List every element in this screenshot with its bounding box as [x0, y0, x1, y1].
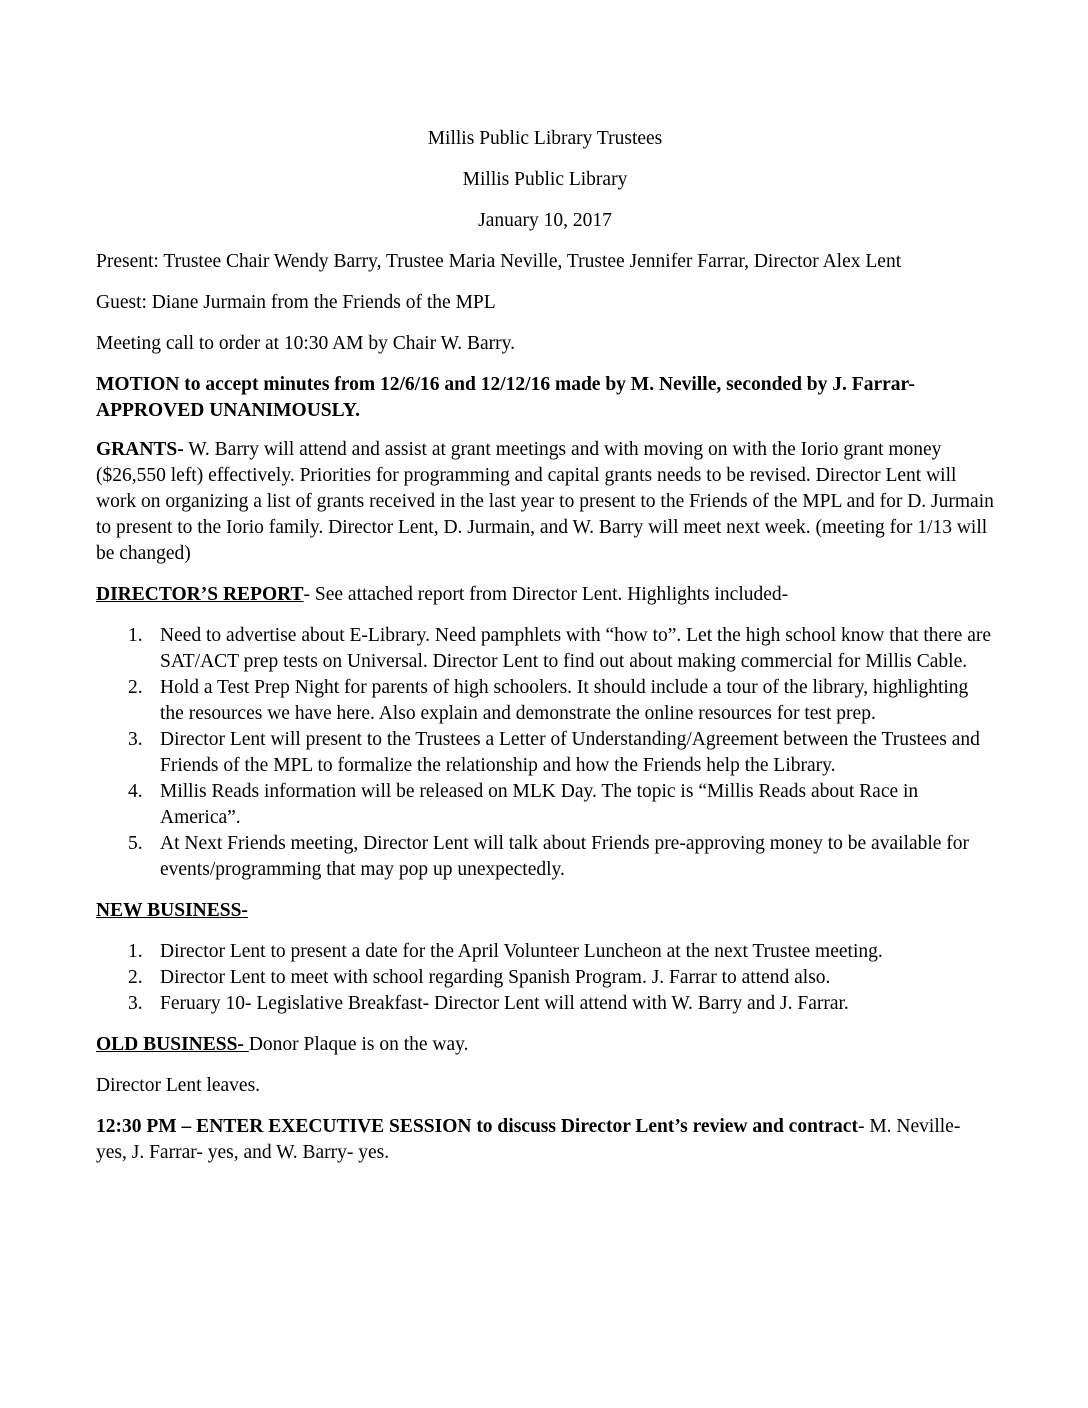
list-number: 1. — [128, 625, 143, 646]
list-item — [96, 939, 994, 965]
attendees-present: Present: Trustee Chair Wendy Barry, Trustee Maria Neville, Trustee Jennifer Farrar, Director Alex Lent — [96, 251, 902, 272]
motion-approval: MOTION to accept minutes from 12/6/16 and 12/12/16 made by M. Neville, seconded by J. Farrar- APPROVED UNANIMOUSLY. — [96, 374, 915, 421]
call-to-order: Meeting call to order at 10:30 AM by Chair W. Barry. — [96, 333, 515, 354]
new-business-list — [96, 939, 994, 1017]
grants-text: W. Barry will attend and assist at grant meetings and with moving on with the Iorio grant money ($26,550 left) effectively. Priorities for programming and capital grants needs to be revised. Director Lent will work on organizing a list of grants received in the last year to present to the Friends of the MPL and for D. Jurmain to present to the Iorio family. Director Lent, D. Jurmain, and W. Barry will meet next week. (meeting for 1/13 will be changed) — [96, 439, 994, 564]
list-number: 2. — [128, 967, 143, 988]
list-item — [96, 831, 994, 883]
directors-report-section — [96, 582, 994, 608]
minutes-document — [96, 126, 994, 1181]
executive-session-section — [96, 1114, 994, 1166]
old-business-heading: OLD BUSINESS- — [96, 1034, 249, 1055]
list-text: Hold a Test Prep Night for parents of high schoolers. It should include a tour of the library, highlighting the resources we have here. Also explain and demonstrate the online resources for test prep. — [160, 677, 969, 724]
list-number: 2. — [128, 677, 143, 698]
list-text: Director Lent to meet with school regarding Spanish Program. J. Farrar to attend also. — [160, 967, 831, 988]
guest-line: Guest: Diane Jurmain from the Friends of the MPL — [96, 292, 496, 313]
list-number: 4. — [128, 781, 143, 802]
list-text: Need to advertise about E-Library. Need pamphlets with “how to”. Let the high school know that there are SAT/ACT prep tests on Universal. Director Lent to find out about making commercial for Millis Cable. — [160, 625, 992, 672]
list-text: Director Lent to present a date for the April Volunteer Luncheon at the next Trustee meeting. — [160, 941, 883, 962]
new-business-section — [96, 898, 994, 924]
directors-report-heading: DIRECTOR’S REPORT — [96, 584, 304, 605]
document-date: January 10, 2017 — [478, 210, 612, 231]
director-leaves: Director Lent leaves. — [96, 1075, 261, 1096]
list-item — [96, 779, 994, 831]
list-item — [96, 727, 994, 779]
executive-session-votes: - M. Neville- yes, J. Farrar- yes, and W. Barry- yes. — [96, 1116, 961, 1163]
document-title: Millis Public Library Trustees — [427, 128, 663, 149]
list-number: 3. — [128, 729, 143, 750]
list-item — [96, 675, 994, 727]
list-item — [96, 991, 994, 1017]
old-business-text: Donor Plaque is on the way. — [248, 1034, 469, 1055]
list-number: 3. — [128, 993, 143, 1014]
directors-report-intro: - See attached report from Director Lent. Highlights included- — [303, 584, 789, 605]
list-item — [96, 623, 994, 675]
new-business-heading: NEW BUSINESS- — [96, 900, 248, 921]
old-business-section — [96, 1032, 994, 1058]
executive-session-heading: 12:30 PM – ENTER EXECUTIVE SESSION to discuss Director Lent’s review and contract — [96, 1116, 858, 1137]
list-text: Director Lent will present to the Trustees a Letter of Understanding/Agreement between the Trustees and Friends of the MPL to formalize the relationship and how the Friends help the Library. — [160, 729, 980, 776]
grants-heading: GRANTS- — [96, 439, 184, 460]
list-item — [96, 965, 994, 991]
list-text: At Next Friends meeting, Director Lent will talk about Friends pre-approving money to be available for events/programming that may pop up unexpectedly. — [160, 833, 970, 880]
grants-section — [96, 437, 994, 567]
list-number: 1. — [128, 941, 143, 962]
directors-report-list — [96, 623, 994, 883]
list-number: 5. — [128, 833, 143, 854]
document-location: Millis Public Library — [462, 169, 628, 190]
list-text: Feruary 10- Legislative Breakfast- Director Lent will attend with W. Barry and J. Farrar. — [160, 993, 849, 1014]
list-text: Millis Reads information will be released on MLK Day. The topic is “Millis Reads about Race in America”. — [160, 781, 919, 828]
